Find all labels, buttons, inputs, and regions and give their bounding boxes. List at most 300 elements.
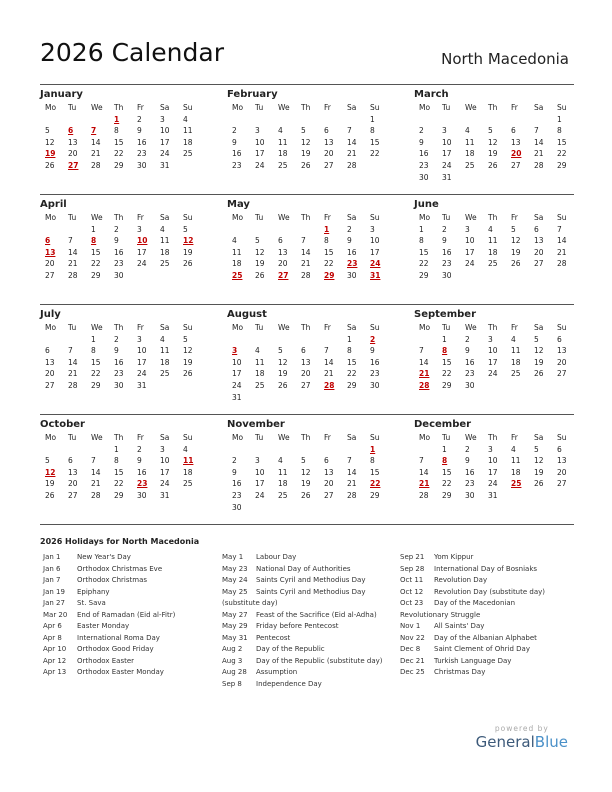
day-number: 25 (183, 149, 193, 159)
day-number: 14 (347, 467, 357, 477)
day-number: 14 (347, 137, 357, 147)
day-number: 18 (488, 247, 498, 257)
day-number: 23 (419, 160, 429, 170)
day-number: 22 (324, 259, 334, 269)
day-number: 3 (488, 334, 493, 344)
empty-cell (296, 334, 319, 346)
day-number: 11 (278, 137, 288, 147)
weekday-label: We (278, 103, 290, 112)
day-number: 25 (488, 259, 498, 269)
holiday-item (43, 564, 175, 576)
day-number: 30 (465, 490, 475, 500)
day-number: 13 (68, 137, 78, 147)
day-number: 17 (160, 137, 170, 147)
day-number: 27 (534, 259, 544, 269)
day-number: 19 (278, 369, 288, 379)
day-number: 8 (114, 456, 119, 466)
day-number: 20 (534, 247, 544, 257)
weekday-label: Su (557, 323, 567, 332)
day-number: 29 (114, 160, 124, 170)
day-number: 6 (68, 456, 73, 466)
weekday-label: Su (370, 323, 380, 332)
day-number: 12 (511, 236, 521, 246)
day-number: 5 (183, 224, 188, 234)
day-number: 23 (232, 490, 242, 500)
day-number: 28 (68, 380, 78, 390)
day-number: 14 (301, 247, 311, 257)
day-number: 10 (160, 126, 170, 136)
holiday-date: May 23 (222, 564, 248, 573)
day-number: 26 (255, 270, 265, 280)
day-number: 4 (232, 236, 237, 246)
holiday-name: National Day of Authorities (256, 564, 351, 573)
day-number: 19 (183, 247, 193, 257)
day-number: 4 (511, 334, 516, 344)
day-number: 3 (137, 334, 142, 344)
empty-cell (342, 444, 365, 456)
weekday-label: Mo (419, 433, 431, 442)
day-number: 5 (45, 126, 50, 136)
empty-cell (250, 224, 273, 236)
day-number: 7 (301, 236, 306, 246)
day-number: 19 (45, 479, 55, 489)
day-number: 28 (347, 160, 357, 170)
holiday-name: Orthodox Christmas Eve (77, 564, 163, 573)
holiday-item (43, 656, 175, 668)
day-number: 21 (68, 369, 78, 379)
day-number: 20 (68, 149, 78, 159)
day-number: 5 (45, 456, 50, 466)
holiday-date: Apr 13 (43, 668, 67, 676)
holiday-name: Yom Kippur (434, 553, 474, 561)
day-number: 13 (278, 247, 288, 257)
day-grid (40, 212, 200, 282)
empty-cell (250, 334, 273, 346)
day-number: 9 (232, 467, 237, 477)
holiday-day: 19 (45, 149, 56, 159)
day-number: 8 (419, 236, 424, 246)
holiday-name: Day of the Republic (256, 645, 325, 653)
weekday-label: Su (183, 433, 193, 442)
holiday-name: Feast of the Sacrifice (Eid al-Adha) (256, 610, 377, 619)
day-number: 20 (324, 149, 334, 159)
weekday-label: Sa (534, 103, 544, 112)
weekday-label: Mo (419, 103, 431, 112)
day-number: 13 (557, 346, 567, 356)
day-number: 5 (488, 126, 493, 136)
holiday-day: 28 (419, 380, 430, 390)
holiday-item (43, 587, 175, 599)
holiday-item (43, 667, 175, 679)
empty-cell (296, 114, 319, 126)
day-grid (227, 212, 387, 282)
holiday-date: Nov 22 (400, 633, 425, 642)
day-number: 14 (419, 357, 429, 367)
day-number: 22 (347, 369, 357, 379)
weekday-label: Fr (137, 213, 144, 222)
holiday-date: May 31 (222, 633, 248, 642)
day-number: 28 (91, 160, 101, 170)
holiday-day: 8 (442, 346, 448, 356)
day-number: 20 (45, 369, 55, 379)
holiday-date: Jan 27 (43, 599, 65, 607)
generalblue-logo (476, 724, 568, 751)
day-number: 13 (534, 236, 544, 246)
holidays-title: 2026 Holidays for North Macedonia (40, 537, 200, 546)
day-number: 11 (278, 467, 288, 477)
holiday-date: Dec 8 (400, 645, 421, 653)
day-number: 3 (465, 224, 470, 234)
holiday-item (43, 598, 175, 610)
day-number: 18 (232, 259, 242, 269)
holiday-name: International Roma Day (77, 633, 160, 642)
day-number: 3 (442, 126, 447, 136)
holiday-name: Revolutionary Struggle (400, 610, 481, 619)
day-number: 24 (137, 259, 147, 269)
day-number: 1 (442, 444, 447, 454)
holiday-day: 27 (278, 270, 289, 280)
weekday-label: We (91, 103, 103, 112)
day-number: 12 (301, 137, 311, 147)
day-number: 26 (45, 160, 55, 170)
holiday-date: Oct 11 (400, 576, 424, 584)
weekday-label: Th (301, 213, 311, 222)
day-number: 24 (232, 380, 242, 390)
day-number: 7 (68, 346, 73, 356)
day-number: 30 (442, 270, 452, 280)
day-number: 20 (45, 259, 55, 269)
weekday-label: Th (114, 323, 124, 332)
weekday-label: Fr (324, 323, 331, 332)
day-number: 8 (370, 126, 375, 136)
day-number: 29 (91, 380, 101, 390)
day-number: 7 (68, 236, 73, 246)
weekday-label: Th (488, 323, 498, 332)
month-name: April (40, 199, 67, 210)
day-grid (414, 212, 574, 282)
month-may (227, 198, 387, 282)
holiday-day: 8 (91, 236, 97, 246)
day-number: 30 (114, 270, 124, 280)
holiday-name: Assumption (256, 668, 298, 676)
day-number: 11 (488, 236, 498, 246)
holiday-day: 21 (419, 369, 430, 379)
month-name: May (227, 199, 250, 210)
holiday-date: Dec 21 (400, 656, 425, 665)
day-number: 14 (68, 357, 78, 367)
weekday-label: We (91, 433, 103, 442)
day-number: 22 (114, 479, 124, 489)
day-number: 7 (534, 126, 539, 136)
day-number: 22 (419, 259, 429, 269)
weekday-label: Tu (442, 103, 451, 112)
day-number: 16 (347, 247, 357, 257)
empty-cell (319, 444, 342, 456)
day-number: 7 (419, 346, 424, 356)
empty-cell (342, 114, 365, 126)
weekday-label: Th (114, 213, 124, 222)
holiday-date: May 29 (222, 622, 248, 630)
day-number: 30 (137, 160, 147, 170)
day-number: 9 (370, 346, 375, 356)
holiday-name: Revolution Day (434, 576, 488, 584)
day-number: 25 (160, 259, 170, 269)
month-july (40, 308, 200, 392)
holiday-day: 6 (68, 126, 74, 136)
month-name: February (227, 89, 278, 100)
month-november (227, 418, 387, 513)
day-number: 24 (488, 369, 498, 379)
day-number: 12 (534, 456, 544, 466)
day-number: 18 (160, 357, 170, 367)
day-number: 16 (370, 357, 380, 367)
day-number: 21 (91, 479, 101, 489)
day-number: 12 (301, 467, 311, 477)
day-number: 3 (255, 126, 260, 136)
day-number: 1 (114, 444, 119, 454)
day-number: 13 (511, 137, 521, 147)
holiday-item (400, 644, 545, 656)
day-number: 24 (488, 479, 498, 489)
day-grid (40, 322, 200, 392)
day-number: 23 (370, 369, 380, 379)
day-number: 9 (232, 137, 237, 147)
day-number: 16 (232, 149, 242, 159)
day-number: 14 (68, 247, 78, 257)
day-number: 2 (114, 334, 119, 344)
month-name: March (414, 89, 449, 100)
holiday-name: Christmas Day (434, 668, 486, 676)
empty-cell (296, 444, 319, 456)
day-number: 5 (183, 334, 188, 344)
day-number: 10 (370, 236, 380, 246)
month-name: November (227, 419, 285, 430)
holiday-day: 31 (370, 270, 381, 280)
empty-cell (250, 114, 273, 126)
empty-cell (227, 334, 250, 346)
weekday-label: We (91, 213, 103, 222)
holiday-day: 23 (347, 259, 358, 269)
weekday-label: We (278, 323, 290, 332)
day-number: 18 (511, 467, 521, 477)
holiday-day: 28 (324, 380, 335, 390)
day-number: 30 (370, 380, 380, 390)
weekday-label: Fr (511, 213, 518, 222)
holiday-name: All Saints' Day (434, 622, 485, 630)
day-number: 17 (488, 467, 498, 477)
day-number: 10 (465, 236, 475, 246)
weekday-label: Th (301, 433, 311, 442)
day-number: 11 (160, 346, 170, 356)
holiday-item (222, 621, 383, 633)
holiday-date: Oct 12 (400, 587, 424, 596)
holiday-date: Apr 6 (43, 622, 62, 630)
day-number: 1 (91, 224, 96, 234)
holiday-day: 2 (370, 334, 376, 344)
holiday-name: Pentecost (256, 633, 291, 642)
holiday-date: Oct 23 (400, 599, 424, 607)
day-number: 17 (370, 247, 380, 257)
day-number: 11 (511, 456, 521, 466)
day-number: 7 (557, 224, 562, 234)
day-number: 25 (278, 160, 288, 170)
day-number: 23 (114, 369, 124, 379)
day-number: 19 (534, 467, 544, 477)
weekday-label: Th (114, 103, 124, 112)
empty-cell (414, 114, 437, 126)
day-number: 14 (419, 467, 429, 477)
holiday-date: May 1 (222, 553, 244, 561)
holiday-name: Saints Cyril and Methodius Day (256, 587, 366, 596)
day-number: 4 (488, 224, 493, 234)
day-number: 6 (557, 444, 562, 454)
weekday-label: We (91, 323, 103, 332)
weekday-label: Mo (232, 323, 244, 332)
day-number: 22 (91, 259, 101, 269)
day-number: 6 (511, 126, 516, 136)
month-name: August (227, 309, 267, 320)
day-number: 1 (370, 114, 375, 124)
weekday-label: Sa (347, 213, 357, 222)
day-number: 15 (370, 467, 380, 477)
day-number: 16 (114, 357, 124, 367)
month-january (40, 88, 200, 172)
day-number: 13 (301, 357, 311, 367)
day-number: 16 (137, 467, 147, 477)
month-june (414, 198, 574, 282)
country-name: North Macedonia (441, 50, 569, 68)
day-number: 4 (465, 126, 470, 136)
day-number: 29 (557, 160, 567, 170)
holiday-date: Aug 28 (222, 668, 247, 676)
day-number: 10 (160, 456, 170, 466)
day-number: 2 (137, 444, 142, 454)
row-divider (40, 414, 574, 415)
holiday-name: (substitute day) (222, 599, 278, 607)
weekday-label: Tu (68, 433, 77, 442)
day-number: 13 (557, 456, 567, 466)
weekday-label: Mo (232, 213, 244, 222)
holiday-item (222, 598, 383, 610)
day-number: 24 (160, 479, 170, 489)
weekday-label: Fr (511, 103, 518, 112)
day-number: 16 (442, 247, 452, 257)
empty-cell (483, 114, 506, 126)
day-number: 19 (301, 479, 311, 489)
day-number: 5 (511, 224, 516, 234)
day-number: 18 (278, 479, 288, 489)
day-number: 24 (465, 259, 475, 269)
day-number: 21 (91, 149, 101, 159)
weekday-label: Sa (347, 433, 357, 442)
day-number: 29 (91, 270, 101, 280)
day-number: 3 (488, 444, 493, 454)
holiday-item (400, 656, 545, 668)
day-number: 10 (442, 137, 452, 147)
day-grid (40, 432, 200, 502)
holiday-day: 1 (114, 114, 120, 124)
holiday-name: Friday before Pentecost (256, 622, 339, 630)
day-number: 11 (255, 357, 265, 367)
weekday-label: Mo (45, 103, 57, 112)
weekday-label: Fr (511, 433, 518, 442)
holiday-day: 25 (232, 270, 243, 280)
month-september (414, 308, 574, 392)
day-number: 2 (137, 114, 142, 124)
weekday-label: Su (183, 213, 193, 222)
day-number: 15 (419, 247, 429, 257)
holiday-item (400, 610, 545, 622)
holiday-item (222, 679, 383, 691)
day-number: 28 (91, 490, 101, 500)
day-number: 25 (511, 369, 521, 379)
month-name: June (414, 199, 439, 210)
holiday-item (222, 564, 383, 576)
day-number: 31 (442, 172, 452, 182)
day-number: 2 (232, 456, 237, 466)
holiday-name: End of Ramadan (Eid al-Fitr) (77, 610, 176, 619)
day-number: 14 (91, 467, 101, 477)
holiday-item (400, 633, 545, 645)
day-number: 14 (91, 137, 101, 147)
day-number: 12 (183, 346, 193, 356)
day-number: 23 (137, 149, 147, 159)
day-number: 31 (137, 380, 147, 390)
day-grid (414, 322, 574, 392)
day-number: 9 (347, 236, 352, 246)
holiday-date: Nov 1 (400, 622, 421, 630)
day-number: 29 (442, 380, 452, 390)
holiday-name: Saints Cyril and Methodius Day (256, 576, 366, 584)
day-number: 23 (442, 259, 452, 269)
day-number: 2 (114, 224, 119, 234)
day-number: 15 (91, 357, 101, 367)
weekday-label: We (278, 433, 290, 442)
holiday-name: Orthodox Good Friday (77, 645, 154, 653)
day-grid (40, 102, 200, 172)
weekday-label: Tu (442, 323, 451, 332)
holiday-day: 1 (324, 224, 330, 234)
day-number: 6 (45, 346, 50, 356)
empty-cell (227, 114, 250, 126)
month-name: January (40, 89, 83, 100)
empty-cell (40, 224, 63, 236)
day-number: 10 (232, 357, 242, 367)
weekday-label: Fr (324, 213, 331, 222)
day-number: 5 (534, 444, 539, 454)
day-number: 27 (557, 369, 567, 379)
day-number: 19 (511, 247, 521, 257)
empty-cell (63, 334, 86, 346)
page-title: 2026 Calendar (40, 38, 224, 67)
holiday-item (400, 587, 545, 599)
holiday-list-column (43, 552, 175, 679)
day-number: 26 (534, 479, 544, 489)
holiday-date: Aug 2 (222, 645, 243, 653)
day-number: 9 (114, 346, 119, 356)
day-number: 7 (347, 126, 352, 136)
day-number: 1 (557, 114, 562, 124)
weekday-label: Sa (160, 103, 170, 112)
day-number: 3 (255, 456, 260, 466)
day-number: 26 (301, 160, 311, 170)
day-number: 21 (68, 259, 78, 269)
day-number: 22 (91, 369, 101, 379)
day-number: 30 (347, 270, 357, 280)
holiday-date: May 27 (222, 610, 248, 619)
empty-cell (227, 444, 250, 456)
day-number: 17 (137, 247, 147, 257)
